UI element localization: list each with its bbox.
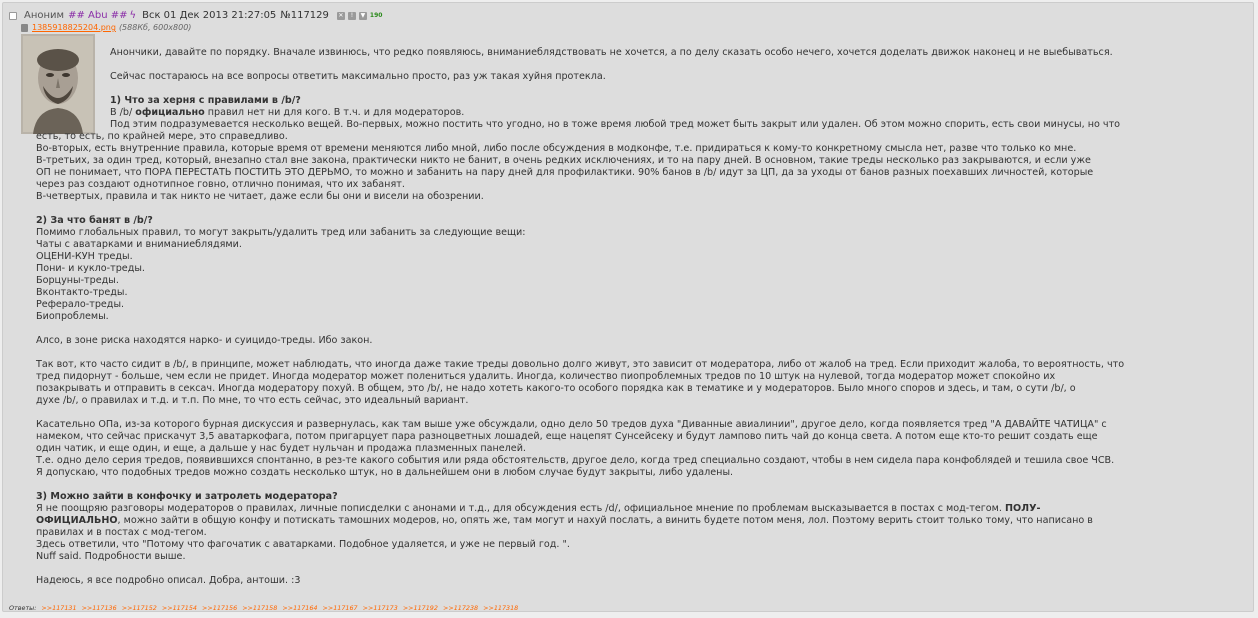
paragraph: Здесь ответили, что "Потому что фагочатик с аватарками. Подобное удаляется, и уже не первый год. ". bbox=[36, 539, 570, 550]
paragraph: Сейчас постараюсь на все вопросы ответить максимально просто, раз уж такая хуйня протекла. bbox=[110, 71, 606, 82]
paragraph: Во-вторых, есть внутренние правила, которые время от времени меняются либо мной, либо после обсуждения в модконфе, т.е. придираться к кому-то конкретному смысла нет, разве что только ко мне. bbox=[36, 143, 1077, 154]
paragraph: Касательно ОПа, из-за которого бурная дискуссия и развернулась, как там выше уже обсуждали, одно дело 50 тредов духа "Диванные авиалинии", другое дело, когда появляется тред "А ДАВАЙТЕ ЧАТИЦА" с bbox=[36, 419, 1107, 430]
paragraph: духе /b/, о правилах и т.д. и т.п. По мне, то что есть сейчас, это идеальный вариант. bbox=[36, 395, 469, 406]
poster-tripcode: ## Abu ## bbox=[68, 10, 128, 21]
paragraph: тред пидорнут - больше, чем если не придет. Иногда модератор может полениться удалить. Иногда, количество пиопроблемных тредов по 10 штук на нулевой, тогда модератор может спокойно их bbox=[36, 371, 1056, 382]
list-item: ОЦЕНИ-КУН треды. bbox=[36, 251, 133, 262]
poster-name: Аноним bbox=[24, 10, 65, 21]
paragraph: правилах и в постах с мод-тегом. bbox=[36, 527, 207, 538]
section-heading-3: 3) Можно зайти в конфочку и затролеть модератора? bbox=[36, 491, 338, 502]
paragraph: Т.е. одно дело серия тредов, появившихся спонтанно, в рез-те какого события или ряда обстоятельств, другое дело, когда тред специально создают, чтобы в нем сидела пара конфоблядей и тешила свое ЧСВ. bbox=[36, 455, 1115, 466]
hide-icon[interactable]: ✕ bbox=[338, 11, 344, 19]
post-number[interactable]: №117129 bbox=[280, 10, 329, 21]
list-item: Чаты с аватарками и вниманиеблядями. bbox=[36, 239, 242, 250]
reply-link[interactable]: >>117238 bbox=[442, 604, 479, 612]
paragraph: В-третьих, за один тред, который, внезапно стал вне закона, практически никто не банит, в очень редких исключениях, и то на пару дней. В основном, такие треды несколько раз закрываются, и если уже bbox=[36, 155, 1091, 166]
paragraph: ОП не понимает, что ПОРА ПЕРЕСТАТЬ ПОСТИТЬ ЭТО ДЕРЬМО, то можно и забанить на пару дней для профилактики. 90% банов в /b/ идут за ЦП, да за уходы от банов разных поехавших личностей, которые bbox=[36, 167, 1094, 178]
list-item: Биопроблемы. bbox=[36, 311, 109, 322]
paragraph: Я не поощряю разговоры модераторов о правилах, личные пописделки с анонами и т.д., для обсуждения есть /d/, официальное мнение по проблемам высказывается в постах с мод-тегом. ПОЛУ- bbox=[36, 503, 1041, 514]
paragraph: через раз создают однотипное говно, отлично понимая, что их забанят. bbox=[36, 179, 405, 190]
file-link[interactable]: 1385918825204.png bbox=[32, 23, 116, 32]
reply-link[interactable]: >>117136 bbox=[81, 604, 117, 612]
replies-bar bbox=[9, 604, 518, 613]
paragraph: ОФИЦИАЛЬНО, можно зайти в общую конфу и потискать тамошних модеров, но, опять же, там могут и нахуй послать, а винить будете потом меня, лол. Поэтому верить стоит только тому, что написано в bbox=[36, 515, 1093, 526]
file-info bbox=[21, 22, 191, 34]
post-container bbox=[2, 2, 1254, 612]
list-item: Пони- и кукло-треды. bbox=[36, 263, 145, 274]
reply-link[interactable]: >>117167 bbox=[322, 604, 358, 612]
report-icon[interactable]: ! bbox=[348, 12, 356, 20]
replies-label: Ответы: bbox=[9, 604, 37, 612]
file-icon bbox=[21, 24, 28, 32]
paragraph: Анончики, давайте по порядку. Вначале извинюсь, что редко появляюсь, вниманиеблядствовать не хочется, а по делу сказать особо нечего, хочется доделать движок наконец и не выебываться. bbox=[110, 47, 1113, 58]
paragraph: позакрывать и отправить в сексач. Иногда модератору похуй. В общем, это /b/, не надо хотеть какого-то особого порядка как в тематике и у модераторов. Было много споров и здесь, и там, о сути /b/, о bbox=[36, 383, 1076, 394]
post-message bbox=[36, 47, 1236, 587]
paragraph: В-четвертых, правила и так никто не читает, даже если бы они и висели на обозрении. bbox=[36, 191, 484, 202]
paragraph: Надеюсь, я все подробно описал. Добра, антоши. :3 bbox=[36, 575, 301, 586]
list-item: Реферало-треды. bbox=[36, 299, 125, 310]
reply-link[interactable]: >>117152 bbox=[121, 604, 157, 612]
paragraph: Nuff said. Подробности выше. bbox=[36, 551, 186, 562]
reply-link[interactable]: >>117154 bbox=[161, 604, 197, 612]
post-datetime: Вск 01 Дек 2013 21:27:05 bbox=[142, 10, 277, 21]
reply-link[interactable]: >>117156 bbox=[202, 604, 238, 612]
section-heading-1: 1) Что за херня с правилами в /b/? bbox=[110, 95, 301, 106]
lightning-icon: ϟ bbox=[129, 10, 137, 21]
list-item: Борцуны-треды. bbox=[36, 275, 119, 286]
paragraph: Алсо, в зоне риска находятся нарко- и суицидо-треды. Ибо закон. bbox=[36, 335, 373, 346]
paragraph: один чатик, и еще один, и еще, а дальше у нас будет нульчан и продажа плазменных панелей. bbox=[36, 443, 526, 454]
list-item: Вконтакто-треды. bbox=[36, 287, 128, 298]
file-meta: (588Кб, 600x800) bbox=[118, 23, 192, 32]
reply-count: 190 bbox=[369, 12, 383, 19]
reply-link[interactable]: >>117131 bbox=[41, 604, 77, 612]
paragraph: есть, то есть, по крайней мере, это справедливо. bbox=[36, 131, 288, 142]
select-checkbox[interactable] bbox=[9, 12, 17, 20]
post-header bbox=[9, 9, 382, 22]
save-icon[interactable]: ▼ bbox=[360, 11, 366, 19]
paragraph: намеком, что сейчас прискачут 3,5 аватаркофага, потом пригарцует пара разноцветных лошадей, еще нацепят Сунсейсеку и будут лампово пить чай до конца света. А потом еще кто-то решит создать еще bbox=[36, 431, 1098, 442]
reply-link[interactable]: >>117164 bbox=[282, 604, 318, 612]
reply-link[interactable]: >>117158 bbox=[242, 604, 278, 612]
paragraph: Так вот, кто часто сидит в /b/, в принципе, может наблюдать, что иногда даже такие треды довольно долго живут, это зависит от модератора, либо от жалоб на тред. Если приходит жалоба, то вероятность, что bbox=[36, 359, 1125, 370]
section-heading-2: 2) За что банят в /b/? bbox=[36, 215, 153, 226]
paragraph: Под этим подразумевается несколько вещей. Во-первых, можно постить что угодно, но в тоже время любой тред может быть закрыт или удален. Об этом можно спорить, есть свои минусы, но что bbox=[110, 119, 1121, 130]
reply-link[interactable]: >>117173 bbox=[362, 604, 398, 612]
paragraph: Помимо глобальных правил, то могут закрыть/удалить тред или забанить за следующие вещи: bbox=[36, 227, 526, 238]
paragraph: Я допускаю, что подобных тредов можно создать несколько штук, но в дальнейшем они в любом случае будут закрыты, либо удалены. bbox=[36, 467, 734, 478]
reply-link[interactable]: >>117318 bbox=[483, 604, 519, 612]
paragraph: В /b/ официально правил нет ни для кого. В т.ч. и для модераторов. bbox=[110, 107, 465, 118]
reply-link[interactable]: >>117192 bbox=[402, 604, 438, 612]
